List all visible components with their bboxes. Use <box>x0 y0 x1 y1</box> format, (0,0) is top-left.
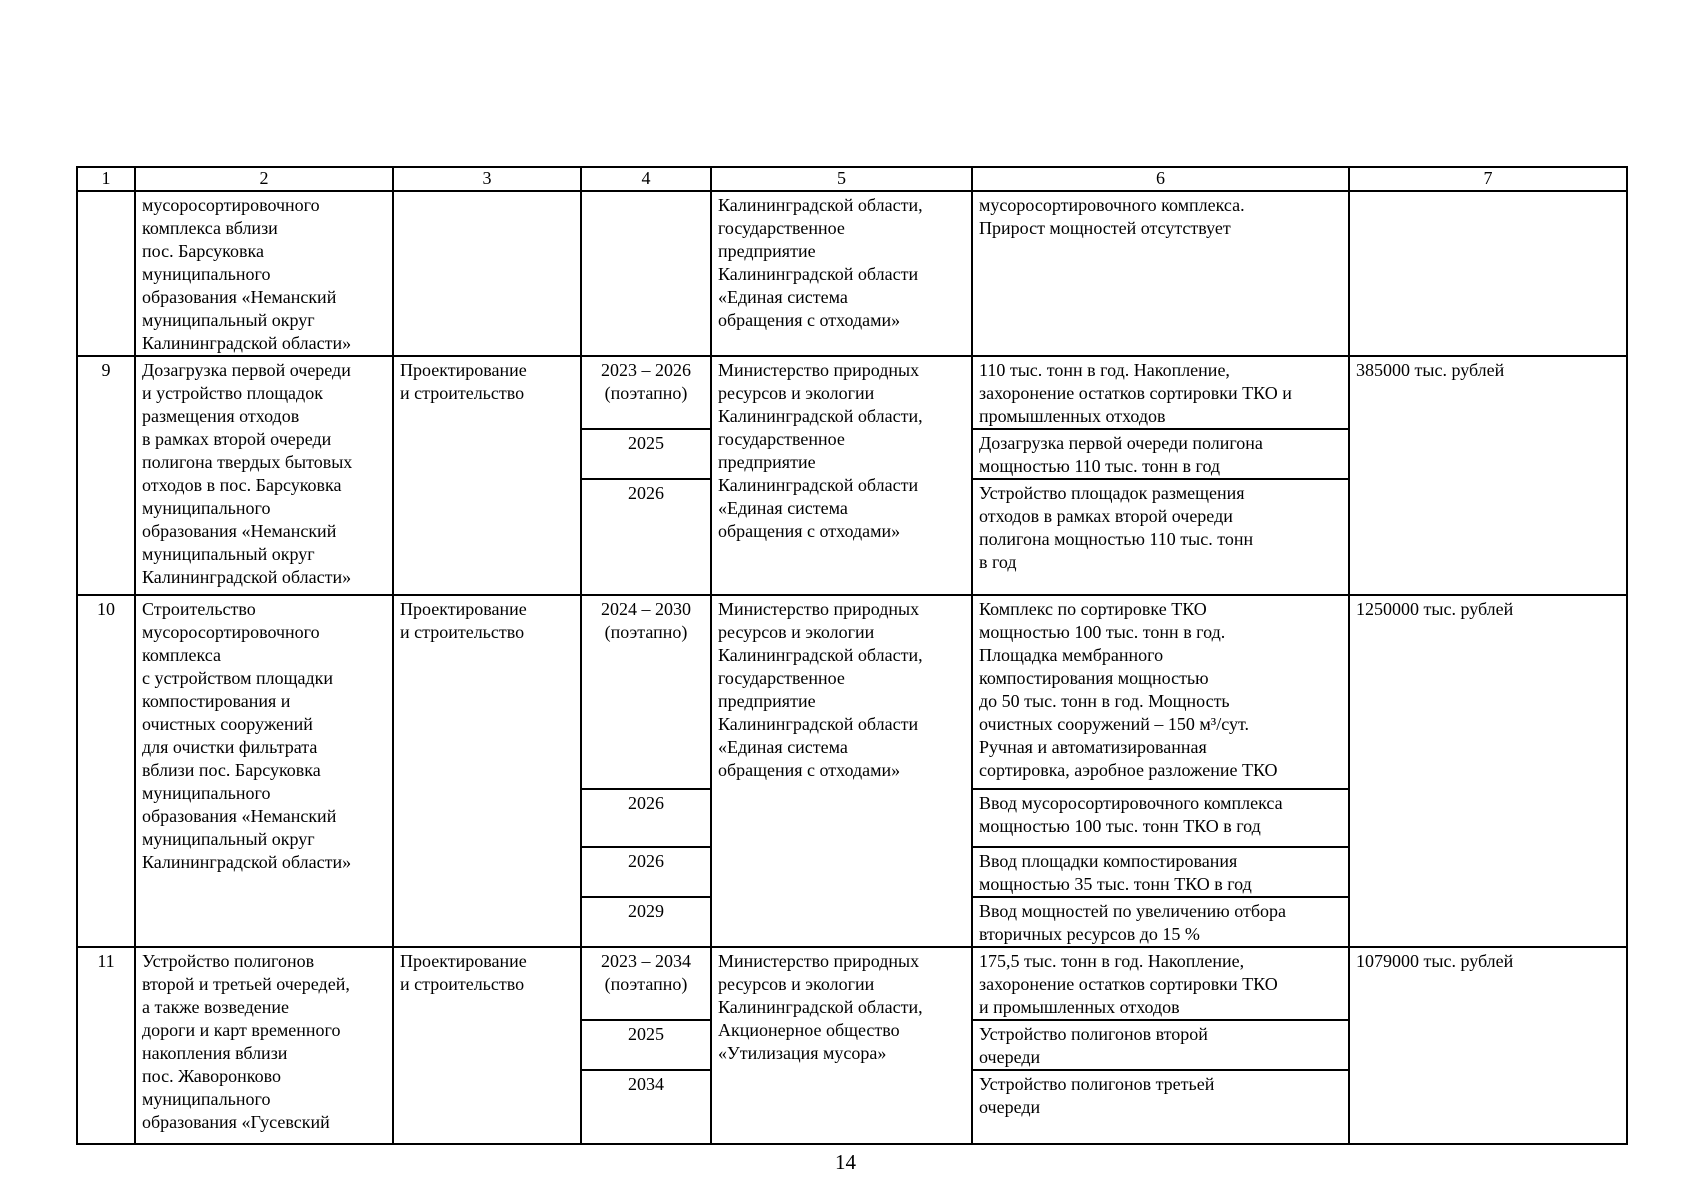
table-row-9 <box>77 356 1627 429</box>
cell-type <box>393 191 581 356</box>
stage-year: 2025 <box>581 429 711 479</box>
cell-period <box>581 191 711 356</box>
header-col-1: 1 <box>77 167 135 191</box>
cell-num: 11 <box>77 947 135 1144</box>
cell-name: Строительство мусоросортировочного комплекса с устройством площадки компостирования и очистных сооружений для очистки фильтрата вблизи пос. Барсуковка муниципального образования «Неманский муниципальный округ Калининградской области» <box>135 595 393 947</box>
header-row <box>77 167 1627 191</box>
cell-type: Проектирование и строительство <box>393 356 581 595</box>
cell-num <box>77 191 135 356</box>
cell-cost: 1079000 тыс. рублей <box>1349 947 1627 1144</box>
cell-result: 110 тыс. тонн в год. Накопление, захоронение остатков сортировки ТКО и промышленных отходов <box>972 356 1349 429</box>
page-number: 14 <box>835 1150 856 1174</box>
stage-year: 2026 <box>581 479 711 595</box>
cell-result: 175,5 тыс. тонн в год. Накопление, захоронение остатков сортировки ТКО и промышленных отходов <box>972 947 1349 1020</box>
header-col-2: 2 <box>135 167 393 191</box>
cell-type: Проектирование и строительство <box>393 595 581 947</box>
cell-responsible: Министерство природных ресурсов и экологии Калининградской области, Акционерное общество «Утилизация мусора» <box>711 947 972 1144</box>
stage-description: Дозагрузка первой очереди полигона мощностью 110 тыс. тонн в год <box>972 429 1349 479</box>
stage-year: 2025 <box>581 1020 711 1070</box>
stage-description: Устройство полигонов второй очереди <box>972 1020 1349 1070</box>
stage-year: 2026 <box>581 789 711 847</box>
cell-responsible: Министерство природных ресурсов и экологии Калининградской области, государственное предприятие Калининградской области «Единая система обращения с отходами» <box>711 356 972 595</box>
cell-period: 2024 – 2030 (поэтапно) <box>581 595 711 789</box>
stage-year: 2029 <box>581 897 711 947</box>
stage-description: Ввод площадки компостирования мощностью 35 тыс. тонн ТКО в год <box>972 847 1349 897</box>
cell-cost: 1250000 тыс. рублей <box>1349 595 1627 947</box>
table-row-10 <box>77 595 1627 789</box>
cell-name: Дозагрузка первой очереди и устройство площадок размещения отходов в рамках второй очереди полигона твердых бытовых отходов в пос. Барсуковка муниципального образования «Неманский муниципальный округ Калининградской области» <box>135 356 393 595</box>
cell-cost: 385000 тыс. рублей <box>1349 356 1627 595</box>
stage-description: Устройство площадок размещения отходов в рамках второй очереди полигона мощностью 110 тыс. тонн в год <box>972 479 1349 595</box>
cell-name: Устройство полигонов второй и третьей очередей, а также возведение дороги и карт временного накопления вблизи пос. Жаворонково муниципального образования «Гусевский <box>135 947 393 1144</box>
cell-period: 2023 – 2034 (поэтапно) <box>581 947 711 1020</box>
cell-period: 2023 – 2026 (поэтапно) <box>581 356 711 429</box>
stage-year: 2034 <box>581 1070 711 1144</box>
stage-description: Ввод мусоросортировочного комплекса мощностью 100 тыс. тонн ТКО в год <box>972 789 1349 847</box>
header-col-4: 4 <box>581 167 711 191</box>
cell-num: 9 <box>77 356 135 595</box>
header-col-5: 5 <box>711 167 972 191</box>
cell-type: Проектирование и строительство <box>393 947 581 1144</box>
stage-description: Устройство полигонов третьей очереди <box>972 1070 1349 1144</box>
stage-description: Ввод мощностей по увеличению отбора вторичных ресурсов до 15 % <box>972 897 1349 947</box>
cell-responsible: Калининградской области, государственное предприятие Калининградской области «Единая система обращения с отходами» <box>711 191 972 356</box>
cell-result: мусоросортировочного комплекса. Прирост мощностей отсутствует <box>972 191 1349 356</box>
stage-year: 2026 <box>581 847 711 897</box>
cell-result: Комплекс по сортировке ТКО мощностью 100 тыс. тонн в год. Площадка мембранного компостирования мощностью до 50 тыс. тонн в год. Мощность очистных сооружений – 150 м³/сут. Ручная и автоматизированная сортировка, аэробное разложение ТКО <box>972 595 1349 789</box>
cell-name: мусоросортировочного комплекса вблизи пос. Барсуковка муниципального образования «Неманский муниципальный округ Калининградской области» <box>135 191 393 356</box>
cell-cost <box>1349 191 1627 356</box>
header-col-3: 3 <box>393 167 581 191</box>
header-col-6: 6 <box>972 167 1349 191</box>
table-row-continuation <box>77 191 1627 356</box>
header-col-7: 7 <box>1349 167 1627 191</box>
cell-num: 10 <box>77 595 135 947</box>
measures-table <box>76 166 1628 1145</box>
table-row-11 <box>77 947 1627 1020</box>
cell-responsible: Министерство природных ресурсов и экологии Калининградской области, государственное предприятие Калининградской области «Единая система обращения с отходами» <box>711 595 972 947</box>
